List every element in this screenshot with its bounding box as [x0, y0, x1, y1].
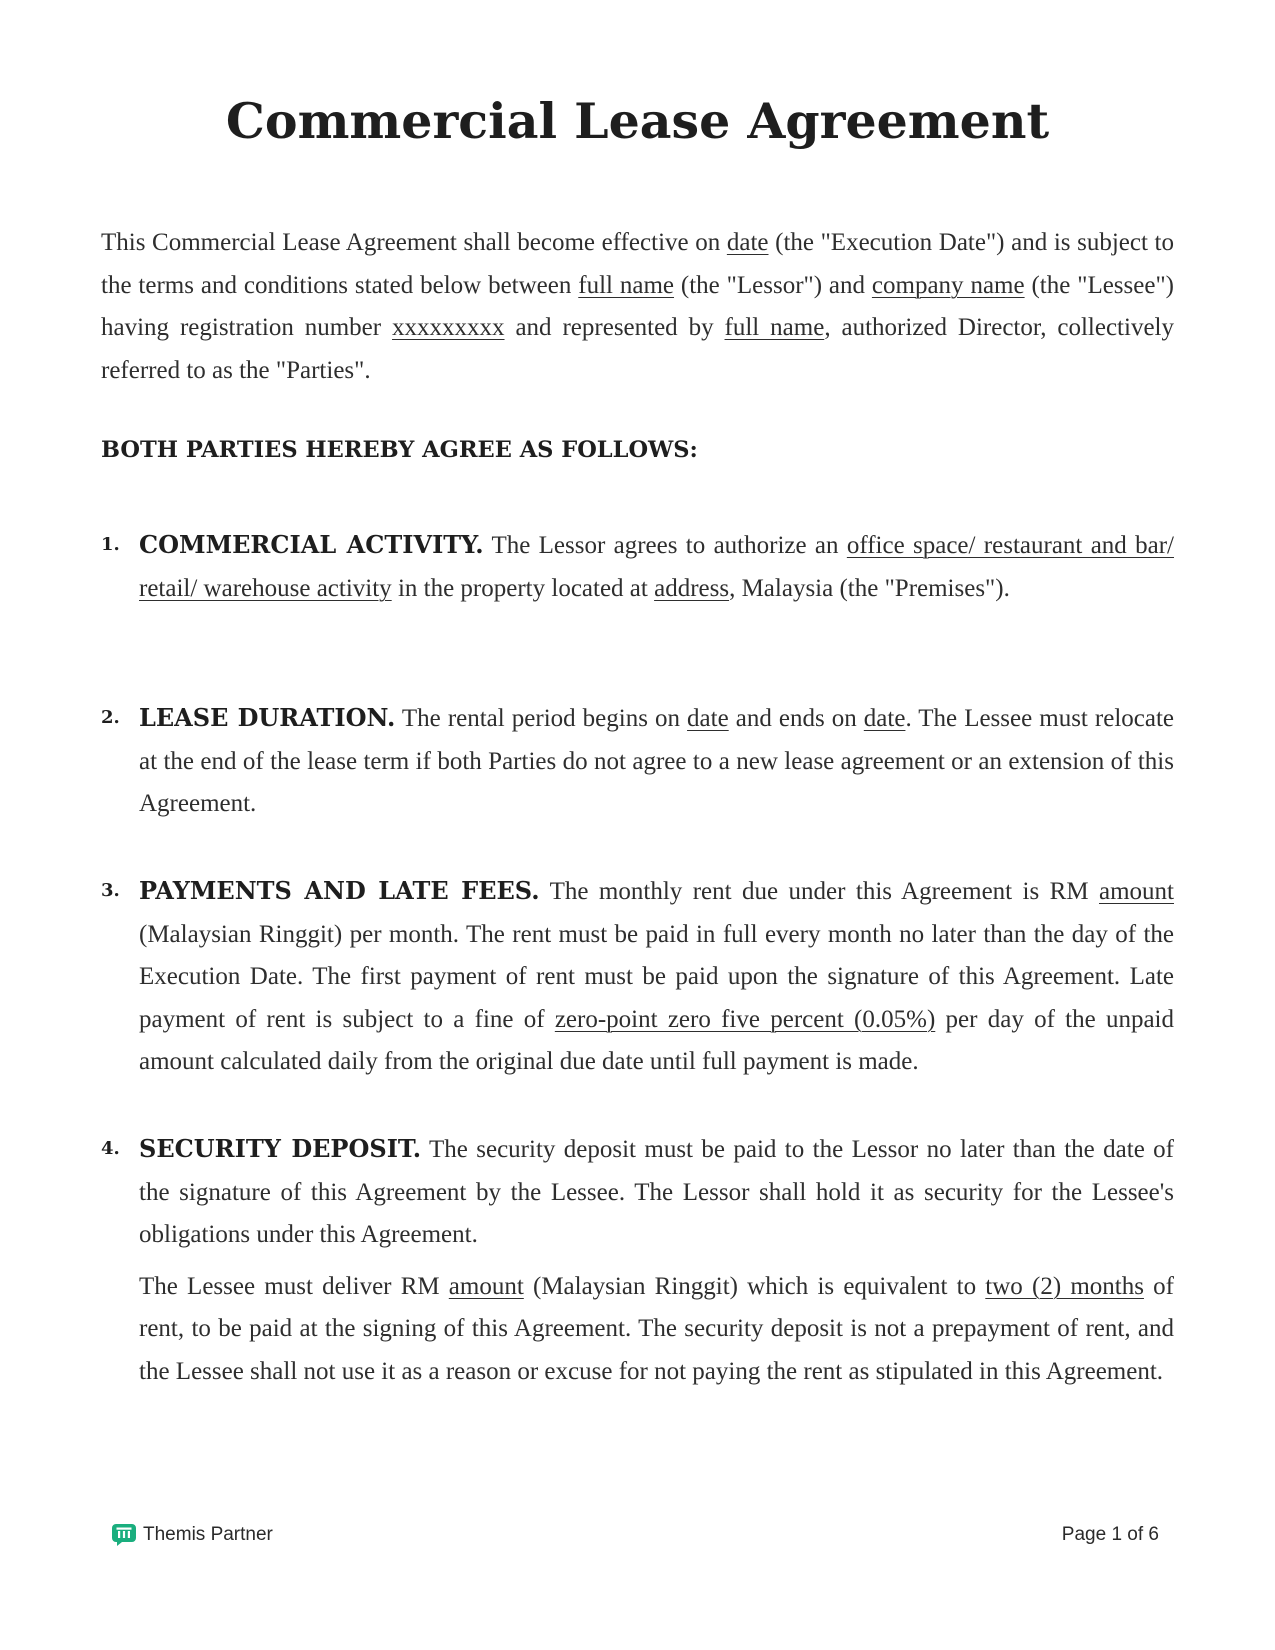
clause-text: The security deposit must be paid to the Lessor no later than the date of the signature of this Agreement by the Lessee. The Lessor shall hold it as security for the Lessee's obligations under this Agreement.	[139, 1136, 1175, 1248]
deposit-amount-field: amount	[448, 1272, 524, 1300]
clause-text: , Malaysia (the "Premises").	[729, 574, 1010, 602]
clause-text: The monthly rent due under this Agreement is RM	[539, 878, 1099, 905]
lessor-name-field: full name	[578, 271, 675, 299]
document-title: Commercial Lease Agreement	[225, 92, 1050, 150]
clause-text: in the property located at	[391, 574, 655, 602]
end-date-field: date	[863, 705, 906, 732]
clause-text: The Lessee must deliver RM	[139, 1272, 449, 1300]
clause-text: (Malaysian Ringgit) per month. The rent must be paid in full every month no later than the day of the Execution Date. The first payment of rent must be paid upon the signature of this Agreement. Late payment of rent is subject to a fine of	[139, 920, 1174, 1033]
intro-text: , authorized Director, collectively referred to as the "Parties".	[101, 314, 1174, 384]
page-number: Page 1 of 6	[1061, 1524, 1159, 1545]
clause-text: and ends on	[728, 705, 864, 732]
clause-title: COMMERCIAL ACTIVITY.	[139, 530, 484, 559]
rent-amount-field: amount	[1099, 878, 1174, 905]
director-name-field: full name	[724, 314, 825, 341]
clause-number: 3.	[101, 880, 120, 901]
clause-number: 2.	[101, 707, 120, 728]
clause-number: 1.	[101, 534, 120, 555]
intro-text: This Commercial Lease Agreement shall become effective on	[101, 229, 727, 256]
clause-number: 4.	[101, 1138, 120, 1159]
execution-date-field: date	[726, 229, 769, 256]
agreement-heading: BOTH PARTIES HEREBY AGREE AS FOLLOWS:	[101, 437, 698, 463]
themis-partner-logo-icon	[112, 1524, 136, 1546]
clause-lease-duration	[101, 697, 1174, 826]
activity-field: office space/ restaurant and bar/ retail/ warehouse activity	[139, 532, 1174, 602]
clause-text: The Lessor agrees to authorize an	[483, 532, 847, 559]
intro-text: (the "Lessor") and	[674, 271, 872, 299]
registration-number-field: xxxxxxxxx	[392, 314, 505, 341]
footer-brand	[112, 1524, 273, 1546]
company-name-field: company name	[871, 271, 1025, 299]
late-fine-field: zero-point zero five percent (0.05%)	[554, 1005, 936, 1033]
clause-payments-late-fees	[101, 870, 1174, 1084]
intro-text: (the "Lessee") having registration number	[101, 271, 1174, 341]
clause-text: (Malaysian Ringgit) which is equivalent to	[523, 1272, 986, 1300]
clause-text: of rent, to be paid at the signing of this Agreement. The security deposit is not a prepayment of rent, and the Lessee shall not use it as a reason or excuse for not paying the rent as stipulated in this Agreement.	[139, 1272, 1174, 1385]
intro-text: (the "Execution Date") and is subject to the terms and conditions stated below between	[101, 229, 1174, 299]
intro-text: and represented by	[504, 314, 725, 341]
clause-paragraph	[139, 697, 1174, 826]
clause-text: per day of the unpaid amount calculated daily from the original due date until full payment is made.	[139, 1005, 1175, 1075]
start-date-field: date	[687, 705, 729, 732]
clause-title: SECURITY DEPOSIT.	[139, 1134, 422, 1163]
clause-commercial-activity	[101, 524, 1174, 610]
clause-security-deposit	[101, 1128, 1174, 1393]
intro-paragraph	[101, 222, 1174, 392]
clause-title: LEASE DURATION.	[139, 703, 396, 732]
clause-paragraph	[139, 870, 1174, 1084]
address-field: address	[654, 574, 730, 602]
clause-paragraph	[139, 1266, 1174, 1394]
clause-paragraph	[139, 524, 1174, 610]
deposit-months-field: two (2) months	[985, 1272, 1144, 1300]
footer-brand-name: Themis Partner	[143, 1524, 273, 1545]
clause-paragraph	[139, 1128, 1174, 1257]
clause-title: PAYMENTS AND LATE FEES.	[139, 876, 540, 905]
clause-text: The rental period begins on	[395, 705, 688, 732]
clause-text: . The Lessee must relocate at the end of the lease term if both Parties do not agree to a new lease agreement or an extension of this Agreement.	[139, 705, 1175, 817]
